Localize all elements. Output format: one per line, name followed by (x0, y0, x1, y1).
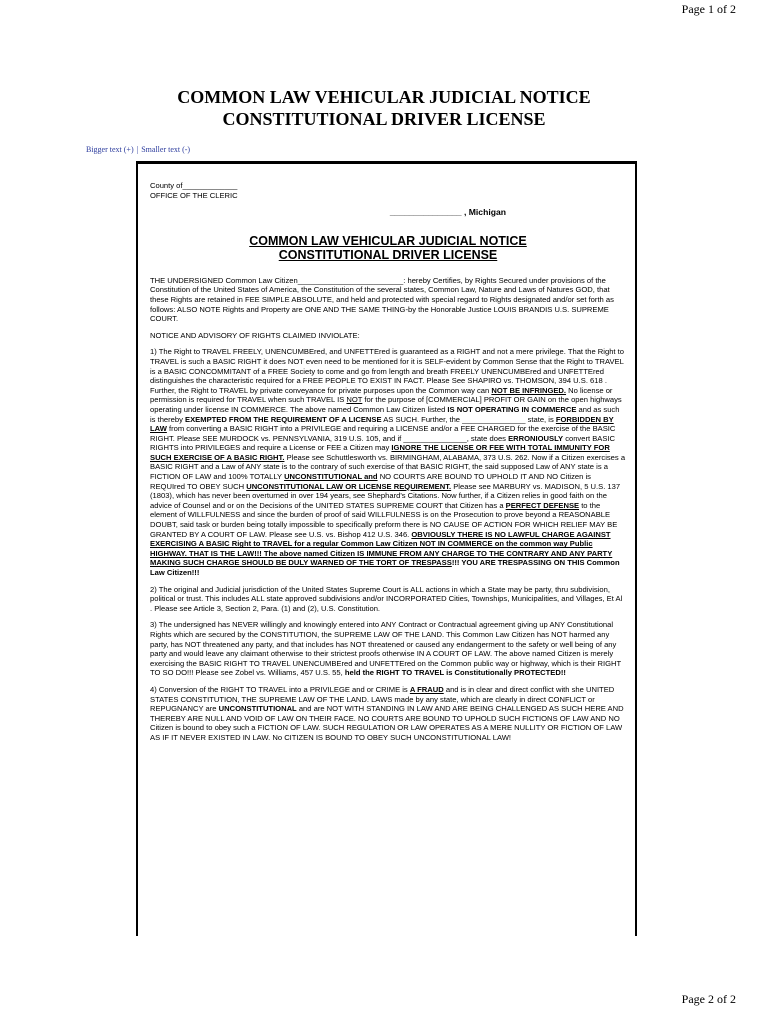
document-title (150, 234, 626, 262)
paragraph-3: 3) The undersigned has NEVER willingly and knowingly entered into ANY Contract or Contractual agreement giving up ANY Constitutional Rights which are secured by the CONSTITUTION, the SUPREME LAW OF THE LAND. This Common Law Citizen has NOT harmed any party, has NOT threatened any party, and that includes has NOT threatened or caused any endangerment to the safety or well being of any party and would leave any claimant otherwise to their strictest proofs otherwise IN A COURT OF LAW. The above named Citizen is merely exercising the BASIC RIGHT TO TRAVEL UNENCUMBEred and UNFETTEred on the Common public way or highway, which is their RIGHT TO SO DO!!! Please see Zobel vs. Williams, 457 U.S. 55, held the RIGHT TO TRAVEL is Constitutionally PROTECTED!! (150, 620, 621, 678)
office-line: OFFICE OF THE CLERIC (150, 190, 238, 200)
document-frame (136, 161, 637, 936)
document-title-line1: COMMON LAW VEHICULAR JUDICIAL NOTICE (249, 233, 527, 248)
page-number-1: Page 1 of 2 (681, 2, 736, 16)
michigan-line: _______________ , Michigan (389, 207, 506, 218)
paragraph-4: 4) Conversion of the RIGHT TO TRAVEL into a PRIVILEGE and or CRIME is A FRAUD and is in clear and direct conflict with she UNITED STATES CONSTITUTION, THE SUPREME LAW OF THE LAND. LAWS made by any state, which are clearly in direct CONFLICT or REPUGNANCY are UNCONSTITUTIONAL and are NOT WITH STANDING IN LAW AND ARE BEING CHALLENGED AS SUCH HERE AND THEREBY ARE NULL AND VOID OF LAW ON THEIR FACE. NO COURTS ARE BOUND TO UPHOLD SUCH FICTIONS OF LAW AND NO Citizen is bound to obey such a FICTION OF LAW. SUCH REGULATION OR LAW OPERATES AS A MERE NULLITY OR FICTION OF LAW AS IF IT NEVER EXISTED IN LAW. No CITIZEN IS BOUND TO OBEY SUCH UNCONSTITUTIONAL LAW! (150, 684, 624, 742)
text-size-controls (86, 145, 190, 154)
page-number-2: Page 2 of 2 (681, 992, 736, 1006)
page-title-line2: CONSTITUTIONAL DRIVER LICENSE (222, 109, 546, 129)
intro-paragraph: THE UNDERSIGNED Common Law Citizen_________________________: hereby Certifies, by Rights Secured under provisions of the Constitution of the United States of America, the Constitution of the several states, Common Law, Nature and Laws of Natures GOD, that these Rights are retained in FEE SIMPLE ABSOLUTE, and held and protected with special regard to Rights designated and/or set forth as follows: ALSO NOTE Rights and Property are ONE AND THE SAME THING-by the Honorable Justice LOUIS BRANDIS U.S. SUPREME COURT. (150, 275, 614, 324)
document-body (150, 181, 626, 750)
notice-heading: NOTICE AND ADVISORY OF RIGHTS CLAIMED INVIOLATE: (150, 330, 360, 340)
document-title-line2: CONSTITUTIONAL DRIVER LICENSE (278, 247, 498, 262)
smaller-text-link[interactable]: Smaller text (-) (141, 145, 191, 154)
text-size-separator: | (136, 145, 139, 154)
paragraph-1: 1) The Right to TRAVEL FREELY, UNENCUMBEred, and UNFETTEred is guaranteed as a RIGHT and not a mere privilege. That the Right to TRAVEL is such a BASIC RIGHT it does NOT even need to be mentioned for it is SELF-evident by Common Sense that the Right to TRAVEL is a BASIC CONCOMMITANT of a FREE Society to come and go from length and breath FREELY UNENCUMBEred and UNFETTEred distinguishes the characteristic required for a FREE PEOPLE TO EXIST IN FACT. Please See SHAPIRO vs. THOMSON, 394 U.S. 618 . Further, the Right to TRAVEL by private conveyance for private purposes upon the Common way can NOT BE INFRINGED. No license or permission is required for TRAVEL when such TRAVEL IS NOT for the purpose of [COMMERCIAL] PROFIT OR GAIN on the open highways operating under license IN COMMERCE. The above named Common Law Citizen listed IS NOT OPERATING IN COMMERCE and as such is thereby EXEMPTED FROM THE REQUIREMENT OF A LICENSE AS SUCH. Further, the _______________ state, is FORBIDDEN BY LAW from converting a BASIC RIGHT into a PRIVILEGE and requiring a LICENSE and/or a FEE CHARGED for the exercise of the BASIC RIGHT. Please SEE MURDOCK vs. PENNSYLVANIA, 319 U.S. 105, and if _______________, state does ERRONIOUSLY convert BASIC RIGHTS into PRIVILEGES and require a License or FEE a Citizen may IGNORE THE LICENSE OR FEE WITH TOTAL IMMUNITY FOR SUCH EXERCISE OF A BASIC RIGHT. Please see Schuttlesworth vs. BIRMINGHAM, ALABAMA, 373 U.S. 262. Now if a Citizen exercises a BASIC RIGHT and a Law of ANY state is to the contrary of such exercise of that BASIC RIGHT, the said supposed Law of ANY state is a FICTION OF LAW and 100% TOTALLY UNCONSTITUTIONAL and NO COURTS ARE BOUND TO UPHOLD IT AND NO Citizen is REQUIred TO OBEY SUCH UNCONSTITUTIONAL LAW OR LICENSE REQUIREMENT. Please see MARBURY vs. MADISON, 5 U.S. 137 (1803), which has never been overturned in over 194 years, see Shephard's Citations. Now further, if a Citizen relies in good faith on the advice of Counsel and or on the Decisions of the UNITED STATES SUPREME COURT that Citizen has a PERFECT DEFENSE to the element of WILLFULNESS and since the burden of proof of said WILLFULNESS is on the Prosecution to prove beyond a REASONABLE DOUBT, said task or burden being totally impossible to specifically preform there is NO CAUSE OF ACTION FOR WHICH RELIEF MAY BE GRANTED BY A COURT OF LAW. Please see U.S. vs. Bishop 412 U.S. 346. OBVIOUSLY THERE IS NO LAWFUL CHARGE AGAINST EXERCISING A BASIC Right to TRAVEL for a regular Common Law Citizen NOT IN COMMERCE on the common way Public HIGHWAY. THAT IS THE LAW!!! The above named Citizen IS IMMUNE FROM ANY CHARGE TO THE CONTRARY AND ANY PARTY MAKING SUCH CHARGE SHOULD BE DULY WARNED OF THE TORT OF TRESPASS!!! YOU ARE TRESPASSING ON THIS Common Law Citizen!!! (150, 347, 626, 577)
paragraph-2: 2) The original and Judicial jurisdiction of the United States Supreme Court is ALL actions in which a State may be party, thru subdivision, political or trust. This includes ALL state approved subdivisions and/or INCORPORATED Cities, Townships, Municipalities, and Villages, Et Al . Please see Article 3, Section 2, Para. (1) and (2), U.S. Constitution. (150, 584, 623, 613)
page-title-line1: COMMON LAW VEHICULAR JUDICIAL NOTICE (177, 87, 591, 107)
bigger-text-link[interactable]: Bigger text (+) (86, 145, 134, 154)
county-line: County of_____________ (150, 181, 238, 190)
